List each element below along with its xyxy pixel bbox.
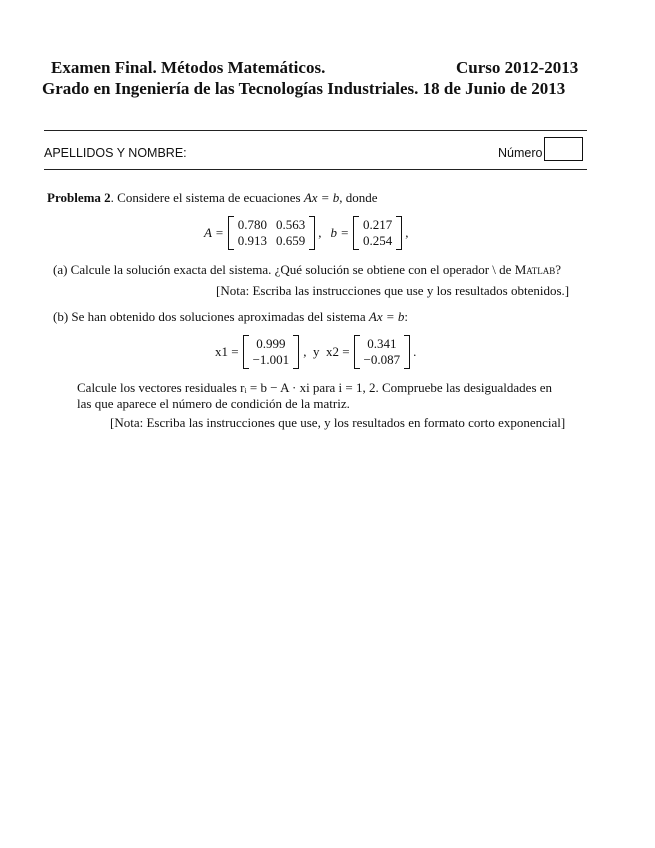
matrix-cell: 0.913 [237,233,267,248]
vector-cell: 0.999 [256,336,286,351]
vector-cell: 0.217 [363,217,393,232]
matrix-cell: 0.563 [275,217,306,232]
approx-solutions: x1 = 0.999 −1.001 , y x2 = 0.341 −0.087 . [215,336,417,367]
part-b-text-line1: Calcule los vectores residuales rᵢ = b − A · xi para i = 1, 2. Compruebe las desigualdades en [77,380,553,395]
vector-cell: −1.001 [252,352,290,367]
number-label: Número [498,146,543,160]
b-label: b = [330,225,350,240]
problem-intro: Problema 2. Considere el sistema de ecuaciones Ax = b, donde [47,190,378,205]
matrix-cell: 0.659 [275,233,306,248]
name-label: APELLIDOS Y NOMBRE: [44,146,187,160]
vector-cell: 0.341 [367,336,397,351]
part-a-question: (a) Calcule la solución exacta del sistema. ¿Qué solución se obtiene con el operador \ de Matlab? [53,262,562,277]
part-b-note: [Nota: Escriba las instrucciones que use, y los resultados en formato corto exponencial] [110,415,566,430]
vector-cell: −0.087 [363,352,401,367]
part-a-note: [Nota: Escriba las instrucciones que use y los resultados obtenidos.] [216,283,570,298]
problem-label: Problema 2 [47,190,111,205]
matrix-cell: 0.780 [237,217,267,232]
matrix-A: A = 0.780 0.563 0.913 0.659 , b = 0.217 0.254 , [204,217,409,248]
vector-cell: 0.254 [363,233,393,248]
bottom-rule [44,169,587,170]
part-b-question: (b) Se han obtenido dos soluciones aproximadas del sistema Ax = b: [53,309,409,324]
x1-label: x1 = [215,344,239,359]
x2-label: , y x2 = [303,344,350,359]
A-label: A = [204,225,224,240]
number-box[interactable] [544,137,583,161]
exam-subtitle: Grado en Ingeniería de las Tecnologías Industriales. 18 de Junio de 2013 [42,79,566,98]
part-b-text-line2: las que aparece el número de condición de la matriz. [77,396,350,411]
course-year: Curso 2012-2013 [456,58,579,77]
top-rule [44,130,587,131]
exam-title: Examen Final. Métodos Matemáticos. [51,58,326,77]
